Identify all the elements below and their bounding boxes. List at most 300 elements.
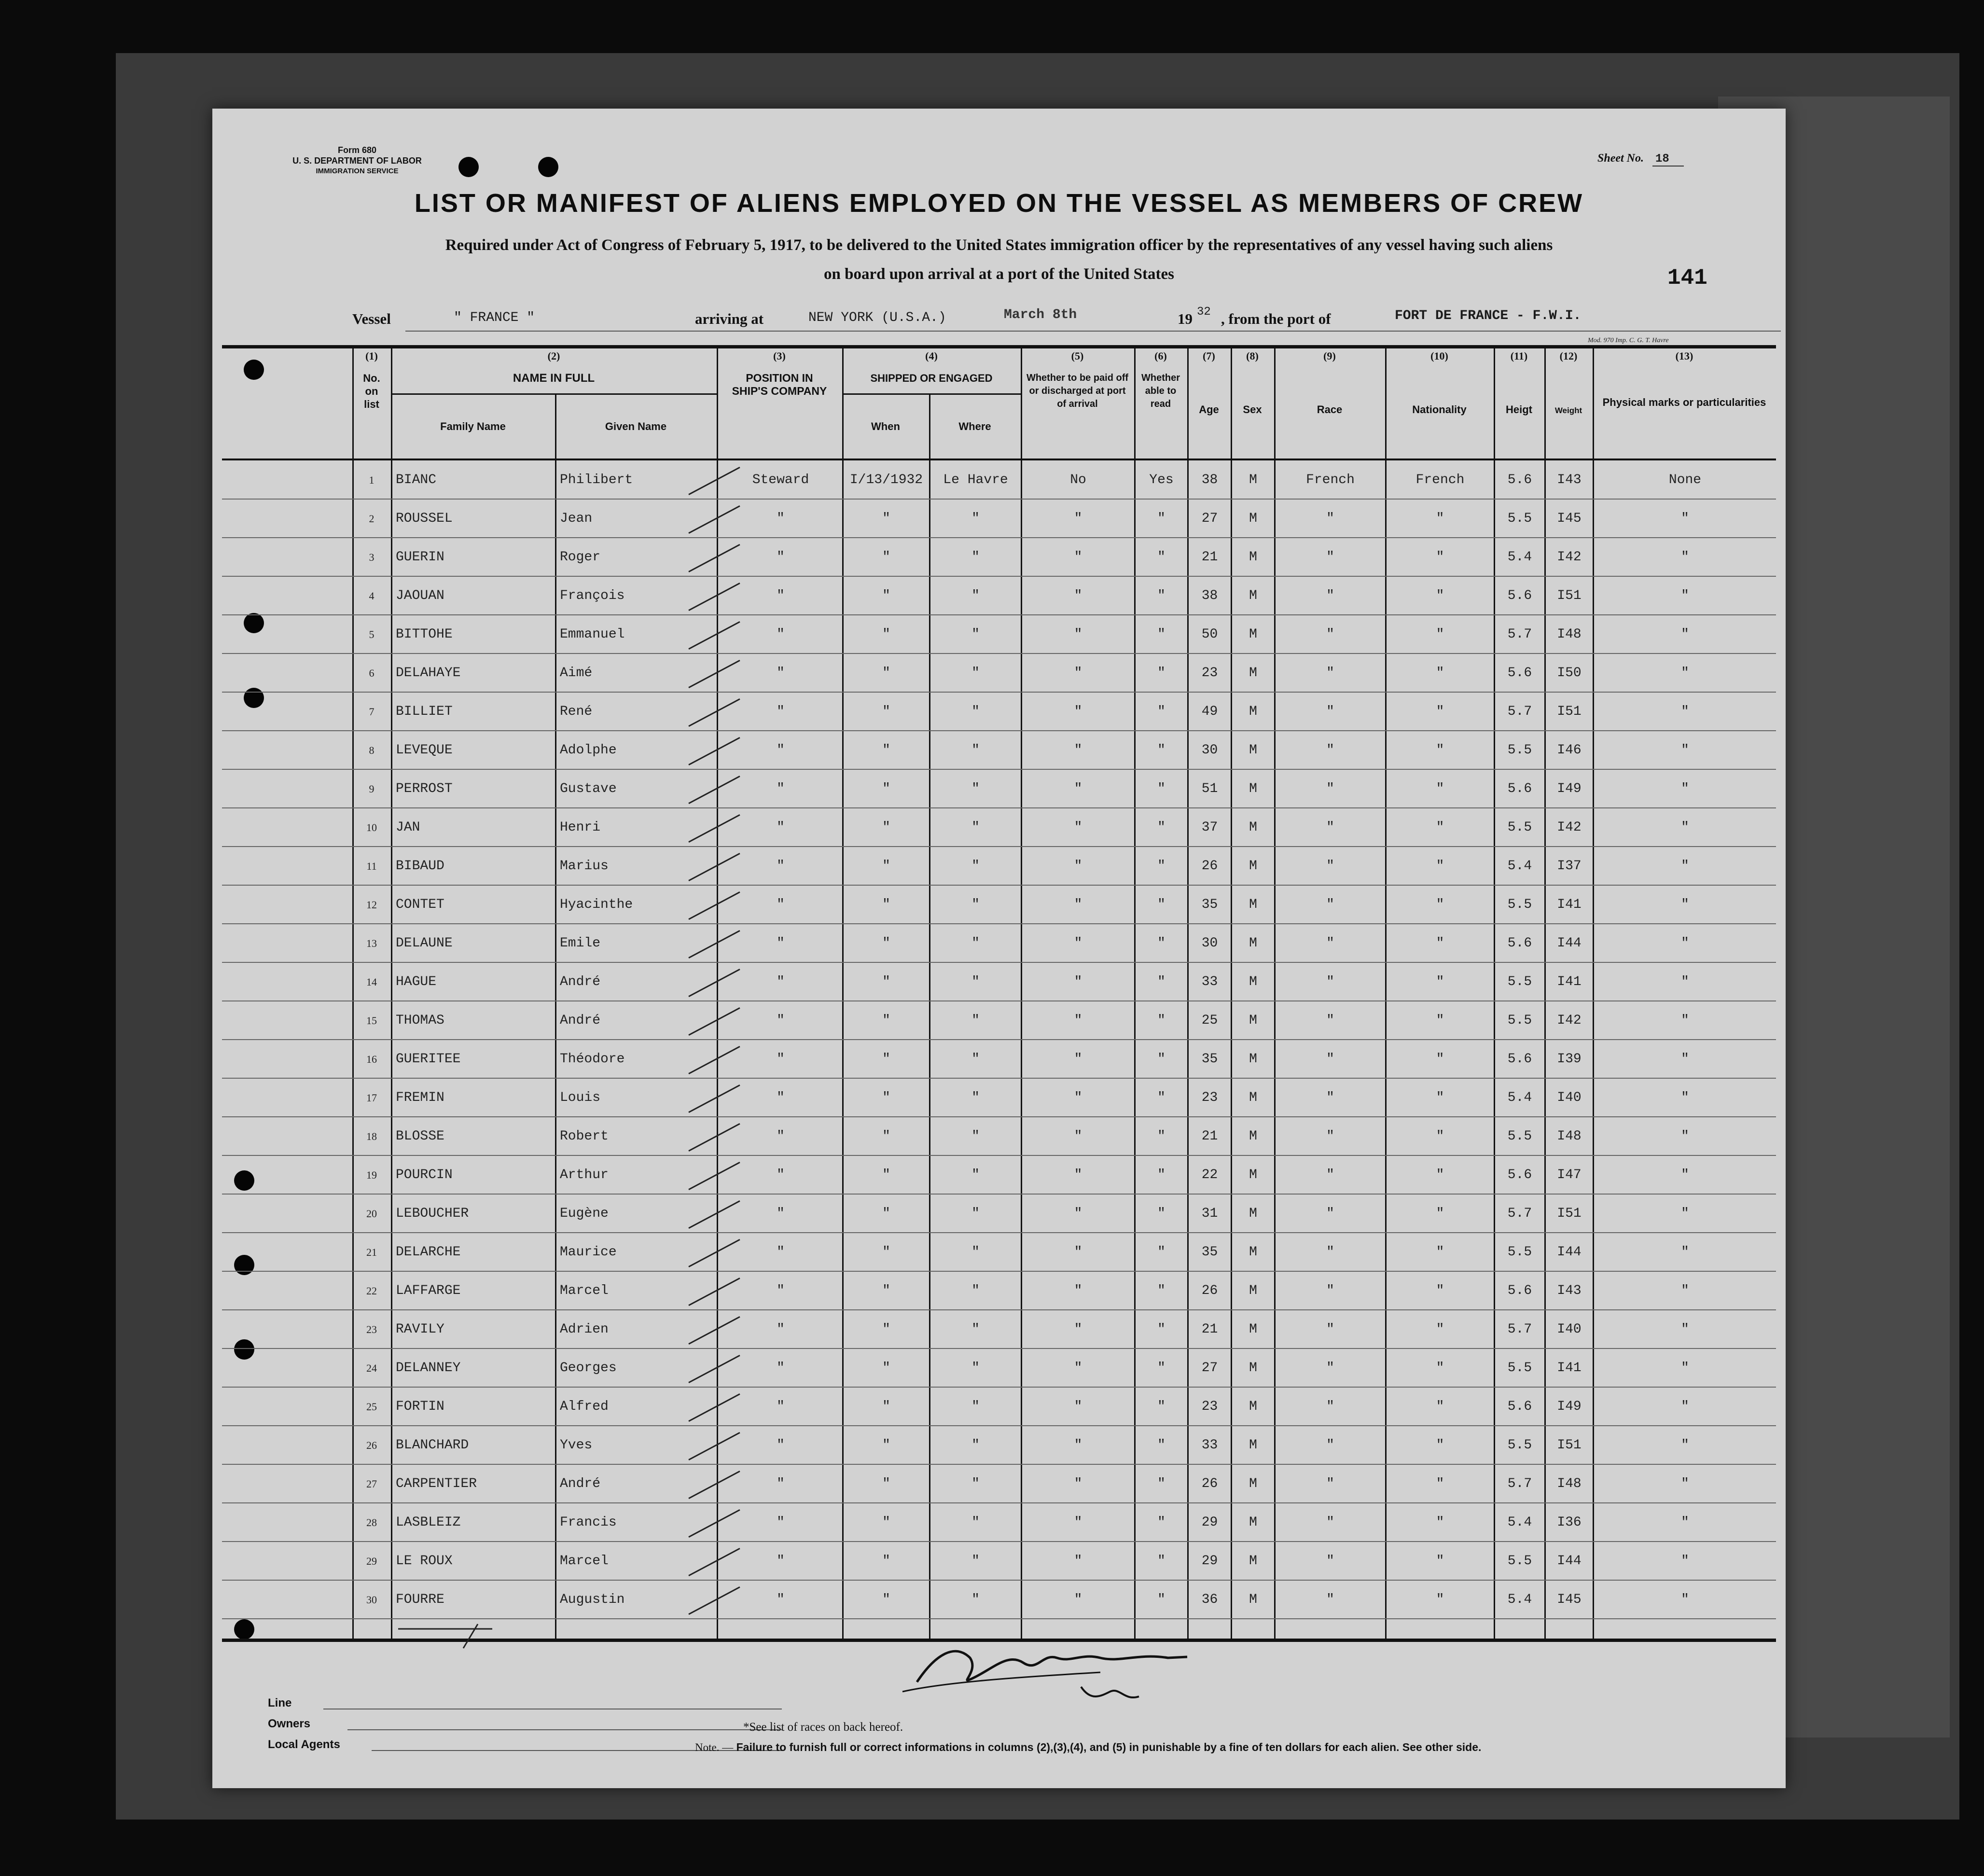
col-no-on-list: No. on list [363, 372, 380, 410]
cell-row-number: 15 [366, 1014, 377, 1027]
cell-shipped-when: " [882, 704, 890, 719]
cell-shipped-when: " [882, 1052, 890, 1067]
cell-sex: M [1249, 1399, 1257, 1414]
cell-weight: I51 [1557, 704, 1582, 719]
cell-nationality: " [1436, 511, 1444, 526]
cell-given-name: Yves [560, 1438, 593, 1453]
cell-family-name: LAFFARGE [396, 1283, 461, 1298]
cell-able-to-read: " [1157, 1283, 1165, 1298]
cell-paid-off: " [1074, 1167, 1082, 1182]
cell-physical-marks: " [1681, 511, 1689, 526]
cell-race: " [1326, 1052, 1334, 1067]
cell-nationality: " [1436, 1013, 1444, 1028]
col-5-number: (5) [1071, 350, 1084, 362]
fine-note-label: Note. — [695, 1741, 734, 1753]
col-height: Heigt [1506, 403, 1532, 416]
cell-able-to-read: " [1157, 1090, 1165, 1105]
col-able-to-read: Whether able to read [1141, 373, 1180, 409]
table-row [222, 924, 1776, 963]
cell-age: 22 [1201, 1167, 1218, 1182]
cell-shipped-when: " [882, 1013, 890, 1028]
punch-hole [458, 157, 479, 177]
cell-row-number: 28 [366, 1516, 377, 1529]
cell-shipped-where: " [971, 1322, 980, 1337]
cell-nationality: " [1436, 704, 1444, 719]
cell-age: 21 [1201, 1129, 1218, 1144]
cell-sex: M [1249, 1090, 1257, 1105]
cell-shipped-when: " [882, 627, 890, 642]
cell-weight: I47 [1557, 1167, 1582, 1182]
cell-able-to-read: " [1157, 666, 1165, 681]
cell-given-name: Maurice [560, 1245, 617, 1260]
cell-age: 27 [1201, 1361, 1218, 1376]
cell-shipped-when: I/13/1932 [849, 472, 923, 487]
cell-height: 5.5 [1507, 1438, 1532, 1453]
cell-paid-off: " [1074, 511, 1082, 526]
cell-given-name: Louis [560, 1090, 601, 1105]
col-9-number: (9) [1323, 350, 1336, 362]
cell-sex: M [1249, 550, 1257, 565]
arrival-date: March 8th [1004, 307, 1077, 322]
cell-family-name: FORTIN [396, 1399, 444, 1414]
cell-physical-marks: " [1681, 1438, 1689, 1453]
cell-shipped-where: " [971, 820, 980, 835]
cell-position: " [777, 897, 785, 912]
cell-height: 5.5 [1507, 1361, 1532, 1376]
pen-mark [396, 1619, 512, 1658]
cell-given-name: Emmanuel [560, 627, 625, 642]
footer-owners-label: Owners [268, 1717, 311, 1730]
races-note: *See list of races on back hereof. [743, 1721, 903, 1734]
page-subtitle-2: on board upon arrival at a port of the United States [823, 265, 1175, 283]
col-given-name: Given Name [605, 420, 667, 432]
cell-able-to-read: " [1157, 1361, 1165, 1376]
cell-nationality: " [1436, 1476, 1444, 1491]
cell-position: " [777, 1013, 785, 1028]
cell-physical-marks: " [1681, 1283, 1689, 1298]
cell-weight: I51 [1557, 1206, 1582, 1221]
cell-physical-marks: " [1681, 1052, 1689, 1067]
cell-row-number: 20 [366, 1208, 377, 1220]
cell-height: 5.5 [1507, 897, 1532, 912]
service-name: IMMIGRATION SERVICE [316, 167, 399, 175]
cell-height: 5.5 [1507, 820, 1532, 835]
cell-paid-off: " [1074, 704, 1082, 719]
cell-shipped-when: " [882, 1515, 890, 1530]
cell-race: " [1326, 820, 1334, 835]
cell-able-to-read: " [1157, 1013, 1165, 1028]
col-paid-off: Whether to be paid off or discharged at port of arrival [1026, 373, 1129, 409]
cell-row-number: 16 [366, 1053, 377, 1065]
cell-row-number: 19 [366, 1169, 377, 1181]
cell-shipped-when: " [882, 936, 890, 951]
year-suffix: 32 [1197, 306, 1211, 319]
cell-shipped-where: " [971, 974, 980, 989]
cell-row-number: 27 [366, 1478, 377, 1490]
cell-sex: M [1249, 588, 1257, 603]
cell-height: 5.6 [1507, 1167, 1532, 1182]
col-2-number: (2) [547, 350, 560, 362]
cell-shipped-when: " [882, 1206, 890, 1221]
cell-sex: M [1249, 1438, 1257, 1453]
cell-weight: I45 [1557, 511, 1582, 526]
cell-physical-marks: None [1668, 472, 1702, 487]
cell-able-to-read: " [1157, 1052, 1165, 1067]
cell-row-number: 13 [366, 937, 377, 949]
footer-agents-label: Local Agents [268, 1738, 340, 1751]
department-name: U. S. DEPARTMENT OF LABOR [292, 156, 422, 166]
cell-row-number: 29 [366, 1555, 377, 1567]
fine-note [695, 1741, 1481, 1754]
cell-physical-marks: " [1681, 1554, 1689, 1569]
cell-shipped-when: " [882, 1245, 890, 1260]
vessel-label: Vessel [352, 310, 391, 327]
cell-race: " [1326, 743, 1334, 758]
cell-paid-off: " [1074, 1322, 1082, 1337]
cell-age: 31 [1201, 1206, 1218, 1221]
table-row [222, 577, 1776, 615]
cell-physical-marks: " [1681, 1592, 1689, 1607]
cell-sex: M [1249, 1245, 1257, 1260]
cell-shipped-where: " [971, 666, 980, 681]
cell-age: 33 [1201, 1438, 1218, 1453]
table-row [222, 847, 1776, 886]
cell-shipped-when: " [882, 859, 890, 874]
cell-physical-marks: " [1681, 1361, 1689, 1376]
cell-able-to-read: " [1157, 1399, 1165, 1414]
sheet-number-value: 18 [1652, 153, 1684, 167]
cell-given-name: François [560, 588, 625, 603]
manifest-page [212, 109, 1786, 1788]
cell-row-number: 18 [366, 1130, 377, 1142]
cell-shipped-when: " [882, 1476, 890, 1491]
cell-family-name: HAGUE [396, 974, 437, 989]
cell-sex: M [1249, 472, 1257, 487]
cell-height: 5.6 [1507, 472, 1532, 487]
cell-shipped-when: " [882, 1438, 890, 1453]
cell-height: 5.6 [1507, 666, 1532, 681]
arriving-value: NEW YORK (U.S.A.) [808, 310, 946, 325]
cell-family-name: LASBLEIZ [396, 1515, 461, 1530]
cell-family-name: LEVEQUE [396, 743, 453, 758]
port-label: , from the port of [1221, 310, 1331, 327]
cell-paid-off: " [1074, 588, 1082, 603]
cell-weight: I37 [1557, 859, 1582, 874]
cell-weight: I36 [1557, 1515, 1582, 1530]
cell-weight: I39 [1557, 1052, 1582, 1067]
cell-sex: M [1249, 1283, 1257, 1298]
table-row [222, 1426, 1776, 1465]
cell-given-name: Roger [560, 550, 601, 565]
cell-physical-marks: " [1681, 897, 1689, 912]
cell-age: 29 [1201, 1515, 1218, 1530]
page-title: LIST OR MANIFEST OF ALIENS EMPLOYED ON THE VESSEL AS MEMBERS OF CREW [414, 189, 1584, 218]
header-bottom-rule [222, 459, 1776, 460]
cell-position: " [777, 1554, 785, 1569]
cell-given-name: Aimé [560, 666, 593, 681]
cell-able-to-read: " [1157, 1476, 1165, 1491]
cell-shipped-where: " [971, 1476, 980, 1491]
cell-race: " [1326, 1245, 1334, 1260]
table-row [222, 1117, 1776, 1156]
cell-race: " [1326, 1476, 1334, 1491]
punch-hole [538, 157, 558, 177]
cell-physical-marks: " [1681, 666, 1689, 681]
cell-family-name: GUERIN [396, 550, 444, 565]
cell-given-name: Gustave [560, 781, 617, 796]
cell-shipped-when: " [882, 743, 890, 758]
subheader-rule [391, 393, 717, 395]
cell-physical-marks: " [1681, 1129, 1689, 1144]
cell-position: " [777, 743, 785, 758]
cell-nationality: " [1436, 1361, 1444, 1376]
cell-position: " [777, 1399, 785, 1414]
cell-row-number: 21 [366, 1246, 377, 1258]
cell-race: " [1326, 1554, 1334, 1569]
cell-weight: I41 [1557, 974, 1582, 989]
cell-shipped-where: Le Havre [943, 472, 1008, 487]
cell-shipped-where: " [971, 1283, 980, 1298]
cell-nationality: " [1436, 936, 1444, 951]
cell-row-number: 14 [366, 976, 377, 988]
table-row [222, 1001, 1776, 1040]
cell-race: " [1326, 1090, 1334, 1105]
cell-height: 5.4 [1507, 550, 1532, 565]
cell-given-name: André [560, 1476, 601, 1491]
cell-race: " [1326, 1399, 1334, 1414]
cell-shipped-when: " [882, 1554, 890, 1569]
cell-sex: M [1249, 1052, 1257, 1067]
cell-position: " [777, 1361, 785, 1376]
cell-shipped-where: " [971, 1090, 980, 1105]
footer-line-label: Line [268, 1696, 292, 1709]
cell-nationality: " [1436, 1438, 1444, 1453]
cell-age: 35 [1201, 897, 1218, 912]
cell-nationality: " [1436, 666, 1444, 681]
cell-shipped-where: " [971, 859, 980, 874]
cell-shipped-when: " [882, 1592, 890, 1607]
cell-race: " [1326, 1167, 1334, 1182]
table-row [222, 1040, 1776, 1079]
cell-given-name: Philibert [560, 472, 633, 487]
cell-paid-off: " [1074, 1361, 1082, 1376]
table-row [222, 500, 1776, 538]
cell-shipped-when: " [882, 588, 890, 603]
cell-nationality: " [1436, 1322, 1444, 1337]
cell-race: " [1326, 974, 1334, 989]
col-physical-marks: Physical marks or particularities [1602, 396, 1766, 408]
cell-sex: M [1249, 1322, 1257, 1337]
cell-weight: I40 [1557, 1090, 1582, 1105]
cell-paid-off: " [1074, 1052, 1082, 1067]
cell-sex: M [1249, 743, 1257, 758]
cell-weight: I45 [1557, 1592, 1582, 1607]
cell-race: " [1326, 1013, 1334, 1028]
cell-height: 5.6 [1507, 1283, 1532, 1298]
cell-shipped-where: " [971, 550, 980, 565]
cell-paid-off: " [1074, 1399, 1082, 1414]
cell-given-name: André [560, 974, 601, 989]
cell-age: 26 [1201, 1283, 1218, 1298]
cell-shipped-where: " [971, 743, 980, 758]
table-row [222, 886, 1776, 924]
cell-paid-off: " [1074, 1245, 1082, 1260]
cell-able-to-read: " [1157, 1129, 1165, 1144]
cell-position: " [777, 1206, 785, 1221]
cell-race: " [1326, 511, 1334, 526]
cell-paid-off: " [1074, 1438, 1082, 1453]
table-row [222, 1310, 1776, 1349]
crew-table [222, 345, 1776, 1672]
cell-weight: I46 [1557, 743, 1582, 758]
col-1-number: (1) [365, 350, 378, 362]
col-7-number: (7) [1203, 350, 1215, 362]
cell-sex: M [1249, 627, 1257, 642]
col-where: Where [958, 420, 991, 432]
cell-weight: I50 [1557, 666, 1582, 681]
cell-paid-off: " [1074, 781, 1082, 796]
cell-shipped-where: " [971, 781, 980, 796]
col-3-number: (3) [773, 350, 786, 362]
cell-row-number: 24 [366, 1362, 377, 1374]
cell-able-to-read: " [1157, 1206, 1165, 1221]
cell-given-name: Robert [560, 1129, 609, 1144]
cell-shipped-where: " [971, 897, 980, 912]
cell-height: 5.5 [1507, 743, 1532, 758]
cell-height: 5.5 [1507, 511, 1532, 526]
cell-shipped-when: " [882, 1129, 890, 1144]
cell-physical-marks: " [1681, 1322, 1689, 1337]
cell-row-number: 26 [366, 1439, 377, 1451]
col-nationality: Nationality [1412, 403, 1467, 416]
cell-position: " [777, 1592, 785, 1607]
table-row [222, 1233, 1776, 1272]
col-shipped-engaged: SHIPPED OR ENGAGED [870, 372, 993, 384]
cell-nationality: " [1436, 1515, 1444, 1530]
cell-able-to-read: " [1157, 1167, 1165, 1182]
table-row [222, 693, 1776, 731]
table-row [222, 1156, 1776, 1195]
cell-race: " [1326, 1283, 1334, 1298]
cell-weight: I48 [1557, 627, 1582, 642]
cell-sex: M [1249, 974, 1257, 989]
cell-nationality: " [1436, 1167, 1444, 1182]
cell-paid-off: " [1074, 936, 1082, 951]
cell-family-name: RAVILY [396, 1322, 444, 1337]
cell-physical-marks: " [1681, 550, 1689, 565]
col-when: When [871, 420, 900, 432]
cell-paid-off: " [1074, 666, 1082, 681]
cell-able-to-read: " [1157, 704, 1165, 719]
cell-family-name: BLANCHARD [396, 1438, 469, 1453]
cell-shipped-where: " [971, 1206, 980, 1221]
cell-nationality: " [1436, 1090, 1444, 1105]
cell-sex: M [1249, 1515, 1257, 1530]
cell-family-name: DELARCHE [396, 1245, 461, 1260]
table-row [222, 770, 1776, 808]
cell-position: " [777, 1090, 785, 1105]
cell-race: " [1326, 1515, 1334, 1530]
cell-row-number: 17 [366, 1092, 377, 1104]
cell-physical-marks: " [1681, 1245, 1689, 1260]
cell-age: 23 [1201, 1090, 1218, 1105]
cell-shipped-when: " [882, 974, 890, 989]
cell-shipped-where: " [971, 704, 980, 719]
cell-height: 5.4 [1507, 1592, 1532, 1607]
cell-row-number: 6 [369, 667, 375, 679]
vessel-value: " FRANCE " [454, 310, 535, 325]
cell-family-name: JAN [396, 820, 420, 835]
cell-height: 5.7 [1507, 627, 1532, 642]
cell-weight: I42 [1557, 550, 1582, 565]
table-row [222, 731, 1776, 770]
cell-shipped-when: " [882, 1167, 890, 1182]
cell-family-name: BIBAUD [396, 859, 444, 874]
cell-given-name: Augustin [560, 1592, 625, 1607]
cell-paid-off: " [1074, 859, 1082, 874]
table-row [222, 1581, 1776, 1619]
cell-physical-marks: " [1681, 588, 1689, 603]
cell-age: 30 [1201, 743, 1218, 758]
cell-given-name: Emile [560, 936, 601, 951]
cell-paid-off: " [1074, 1476, 1082, 1491]
cell-sex: M [1249, 936, 1257, 951]
cell-race: " [1326, 936, 1334, 951]
cell-nationality: " [1436, 859, 1444, 874]
table-row [222, 1272, 1776, 1310]
cell-family-name: FREMIN [396, 1090, 444, 1105]
cell-age: 38 [1201, 588, 1218, 603]
cell-shipped-when: " [882, 1322, 890, 1337]
cell-race: " [1326, 897, 1334, 912]
cell-position: " [777, 1476, 785, 1491]
cell-able-to-read: Yes [1149, 472, 1174, 487]
cell-shipped-where: " [971, 1167, 980, 1182]
cell-shipped-where: " [971, 1399, 980, 1414]
cell-height: 5.5 [1507, 1554, 1532, 1569]
col-12-number: (12) [1559, 350, 1578, 362]
cell-given-name: Jean [560, 511, 593, 526]
arriving-label: arriving at [695, 310, 764, 327]
cell-weight: I48 [1557, 1129, 1582, 1144]
cell-family-name: BLOSSE [396, 1129, 444, 1144]
cell-paid-off: " [1074, 1554, 1082, 1569]
cell-physical-marks: " [1681, 781, 1689, 796]
cell-sex: M [1249, 666, 1257, 681]
table-row [222, 1542, 1776, 1581]
cell-nationality: " [1436, 1129, 1444, 1144]
cell-position: " [777, 974, 785, 989]
cell-height: 5.7 [1507, 1206, 1532, 1221]
cell-nationality: " [1436, 1245, 1444, 1260]
cell-given-name: Eugène [560, 1206, 609, 1221]
page-subtitle: Required under Act of Congress of February 5, 1917, to be delivered to the United States immigration officer by the representatives of any vessel having such aliens [445, 236, 1553, 254]
cell-given-name: Adolphe [560, 743, 617, 758]
table-row [222, 963, 1776, 1001]
cell-paid-off: " [1074, 627, 1082, 642]
cell-weight: I42 [1557, 820, 1582, 835]
cell-height: 5.6 [1507, 781, 1532, 796]
cell-age: 37 [1201, 820, 1218, 835]
cell-sex: M [1249, 897, 1257, 912]
cell-weight: I49 [1557, 1399, 1582, 1414]
cell-shipped-when: " [882, 1090, 890, 1105]
stamp-number: 141 [1667, 265, 1707, 291]
cell-family-name: JAOUAN [396, 588, 444, 603]
cell-height: 5.4 [1507, 1090, 1532, 1105]
cell-shipped-where: " [971, 1052, 980, 1067]
cell-physical-marks: " [1681, 1476, 1689, 1491]
